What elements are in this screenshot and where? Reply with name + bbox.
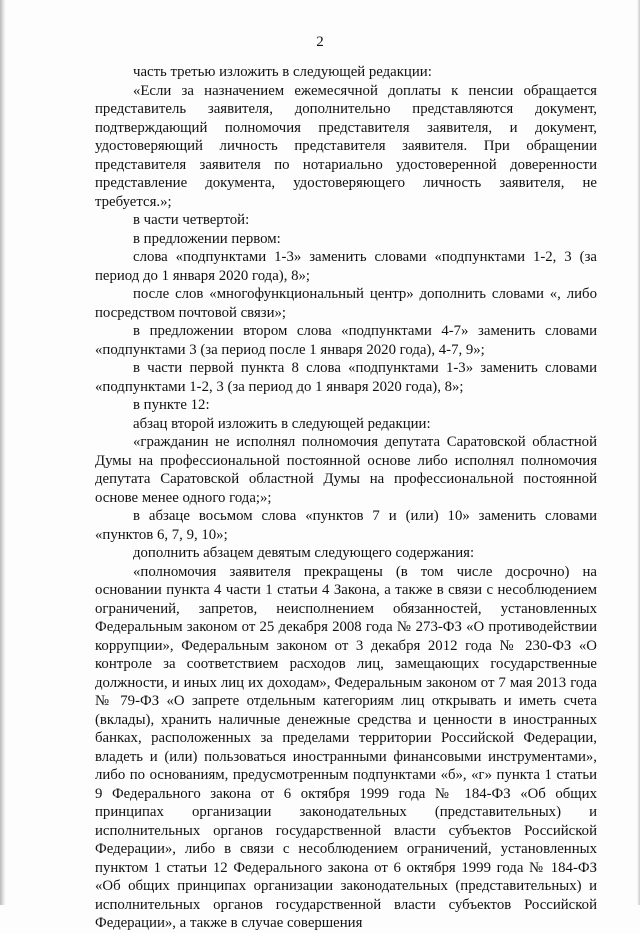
paragraph: «Если за назначением ежемесячной доплаты к пенсии обращается представитель заявителя, дополнительно представляются документ, подтверждающий полномочия представителя заявителя, и документ, удостоверяющий личность представителя заявителя. При обращении представителя заявителя по нотариально удостоверенной доверенности представление документа, удостоверяющего личность заявителя, не требуется.»; (95, 82, 597, 210)
paragraph: в части первой пункта 8 слова «подпунктами 1-3» заменить словами «подпунктами 1-2, 3 (за период до 1 января 2020 года), 8»; (95, 360, 597, 395)
paragraph: в части четвертой: (133, 212, 250, 228)
paragraph: в абзаце восьмом слова «пунктов 7 и (или) 10» заменить словами «пунктов 6, 7, 9, 10»; (95, 508, 597, 543)
paragraph: после слов «многофункциональный центр» дополнить словами «, либо посредством почтовой связи»; (95, 286, 597, 321)
paragraph: слова «подпунктами 1-3» заменить словами «подпунктами 1-2, 3 (за период до 1 января 2020 года), 8»; (95, 249, 597, 284)
scan-edge-left (0, 0, 6, 905)
paragraph: часть третью изложить в следующей редакции: (133, 64, 432, 80)
paragraph: дополнить абзацем девятым следующего содержания: (133, 545, 475, 561)
page-number: 2 (316, 34, 324, 50)
paragraph: «гражданин не исполнял полномочия депутата Саратовской областной Думы на профессиональной постоянной основе либо исполнял полномочия депутата Саратовской областной Думы на профессиональной постоянной основе менее одного года;»; (95, 434, 597, 506)
paragraph: в предложении втором слова «подпунктами 4-7» заменить словами «подпунктами 3 (за период после 1 января 2020 года), 4-7, 9»; (95, 323, 597, 358)
paragraph: в пункте 12: (133, 397, 210, 413)
paragraph: абзац второй изложить в следующей редакции: (133, 415, 431, 432)
paragraph: в предложении первом: (133, 230, 281, 247)
paragraph: «полномочия заявителя прекращены (в том числе досрочно) на основании пункта 4 части 1 статьи 4 Закона, а также в связи с несоблюдением ограничений, запретов, неисполнением обязанностей, установленных Федеральным законом от 25 декабря 2008 года № 273-ФЗ «О противодействии коррупции», Федеральным законом от 3 декабря 2012 года № 230-ФЗ «О контроле за соответствием расходов лиц, замещающих государственные должности, и иных лиц их доходам», Федеральным законом от 7 мая 2013 года № 79-ФЗ «О запрете отдельным категориям лиц открывать и иметь счета (вклады), хранить наличные денежные средства и ценности в иностранных банках, расположенных за пределами территории Российской Федерации, владеть и (или) пользоваться иностранными финансовыми инструментами», либо по основаниям, предусмотренным подпунктами «б», «г» пункта 1 статьи 9 Федерального закона от 6 октября 1999 года № 184-ФЗ «Об общих принципах организации законодательных (представительных) и исполнительных органов государственной власти субъектов Российской Федерации», либо в связи с несоблюдением ограничений, установленных пунктом 1 статьи 12 Федерального закона от 6 октября 1999 года № 184-ФЗ «Об общих принципах организации законодательных (представительных) и исполнительных органов государственной власти субъектов Российской Федерации», а также в случае совершения (95, 563, 597, 931)
document-body (95, 63, 597, 933)
